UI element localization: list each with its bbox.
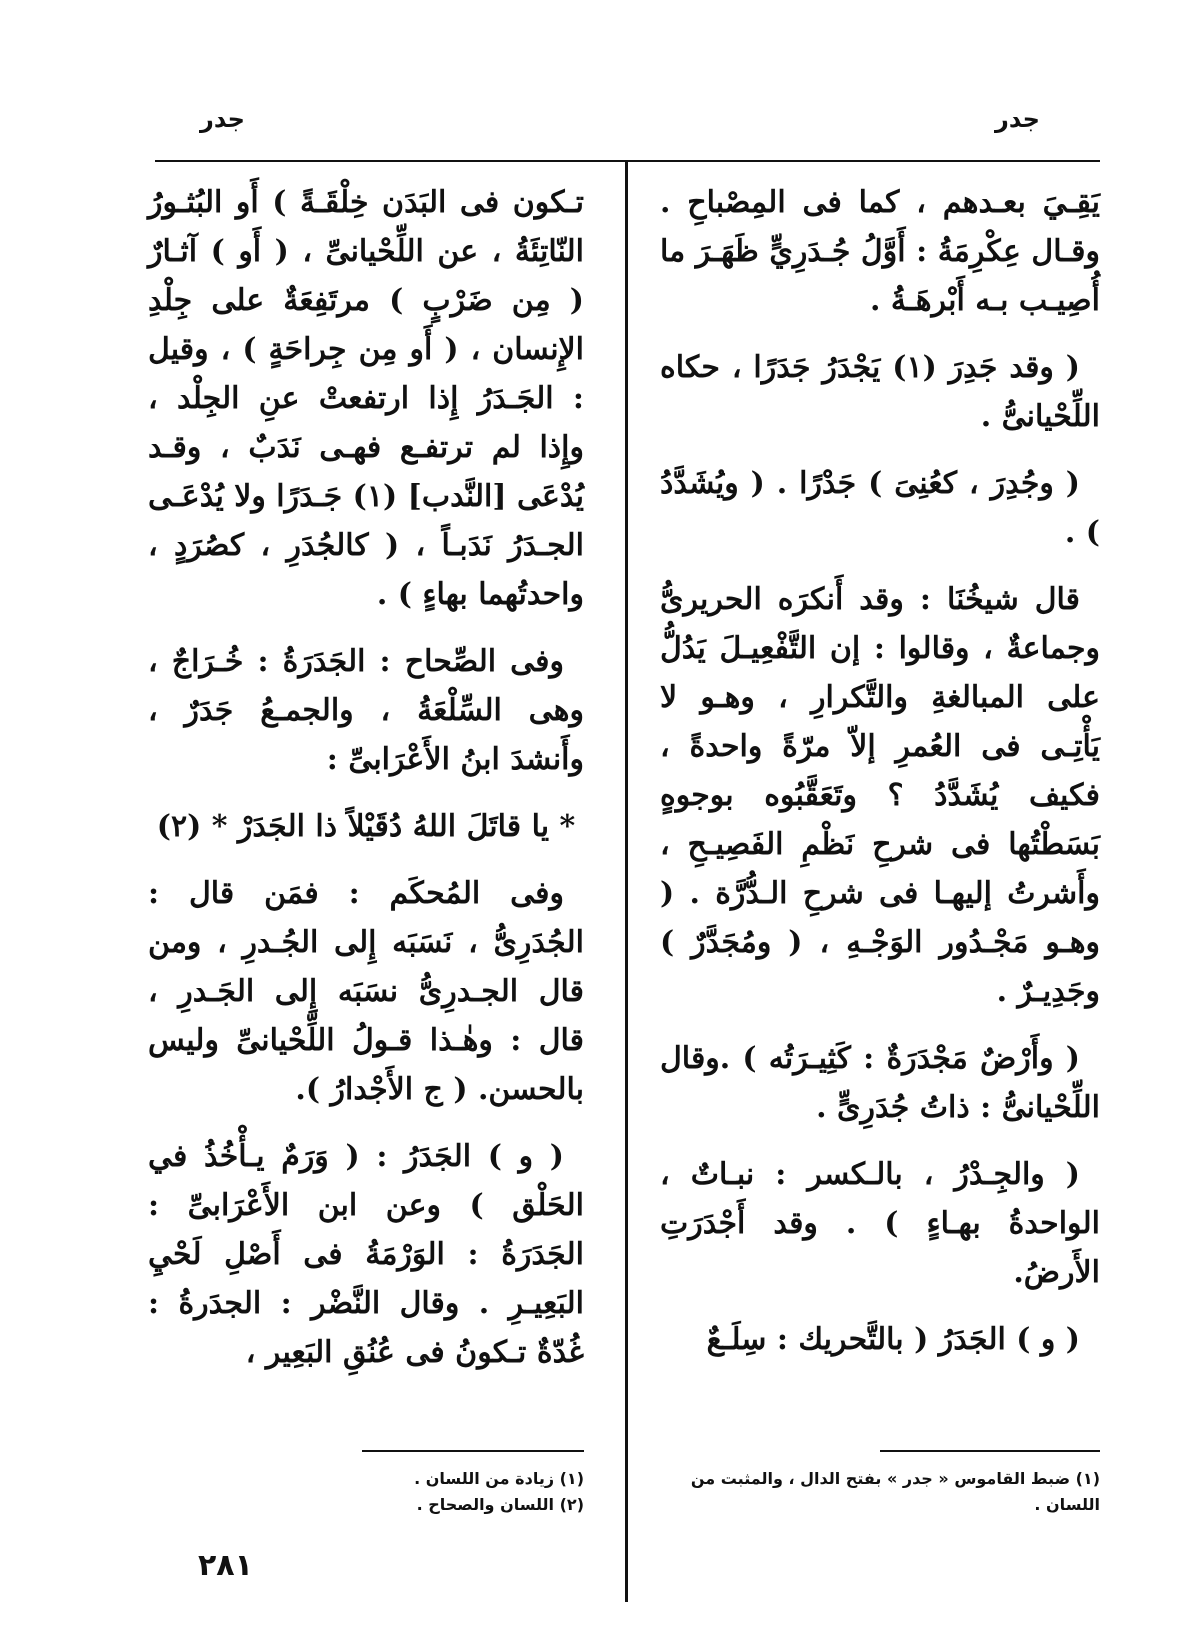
footnotes-right: [660, 1466, 1100, 1518]
left-paragraph: وفى المُحكَم : فمَن قال : الجُدَرِىُّ ، نَسَبَه إِلى الجُـدرِ ، ومن قال الجـدرِىُّ نسَبَه إِلى الجَـدرِ ، قال : وهٰـذا قـولُ اللِّحْيانىِّ وليس بالحسن. ( ج الأَجْدارُ ).: [148, 876, 584, 1107]
footnote-line: (١) زيادة من اللسان .: [414, 1469, 584, 1488]
right-paragraph: ( والجِـدْرُ ، بالـكسر : نبـاتٌ ، الواحدةُ بهـاءٍ ) . وقد أَجْدَرَتِ الأَرضُ.: [660, 1157, 1100, 1290]
right-paragraph: يَقِـيَ بعـدهم ، كما فى المِصْباحِ . وقـال عِكْرِمَةُ : أَوَّلُ جُـدَرِيٍّ ظَهَـرَ ما أُصِيـب بـه أَبْرهَـةُ .: [660, 185, 1100, 318]
footnotes-left: [362, 1466, 584, 1518]
footnote-line: (٢) اللسان والصحاح .: [416, 1495, 584, 1514]
right-paragraph: قال شيخُنَا : وقد أَنكرَه الحريرىُّ وجماعةٌ ، وقالوا : إن التَّفْعِيـلَ يَدُلُّ على المبالغةِ والتَّكرارِ ، وهـو لا يَأْتِـى فى العُمرِ إلاّ مرّةً واحدةً ، فكيف يُشَدَّدُ ؟ وتَعَقَّبُوه بوجوهٍ بَسَطْتُها فى شرحِ نَظْمِ الفَصِيـحِ ، وأَشرتُ إليهـا فى شرحِ الـدُّرَّة . ( وهـو مَجْـدُور الوَجْـهِ ، ( ومُجَدَّرٌ ) وجَدِيـرٌ .: [660, 582, 1100, 1009]
left-paragraph: تـكون فى البَدَن خِلْقَـةً ) أَو البُثـورُ النّاتِئَةُ ، عن اللِّحْيانىِّ ، ( أَو ) آثـارٌ ( مِن ضَرْبٍ ) مرتَفِعَةٌ على جِلْدِ الإِنسان ، ( أَو مِن جِراحَةٍ ) ، وقيل : الجَـدَرُ إِذا ارتفعتْ عنِ الجِلْد ، وإِذا لم ترتفـع فهـى نَدَبٌ ، وقـد يُدْعَى [النَّدب] (١) جَـدَرًا ولا يُدْعَـى الجـدَرُ نَدَبـاً ، ( كالجُدَرِ ، كصُرَدٍ ، واحدتُهما بهاءٍ ) .: [148, 185, 584, 612]
right-column: [660, 178, 1100, 1382]
footnote-line: (١) ضبط القاموس « جدر » بفتح الدال ، والمثبت من: [690, 1469, 1100, 1488]
left-column: [148, 178, 584, 1395]
left-paragraph: ( و ) الجَدَرُ : ( وَرَمٌ يـأْخُذُ في الحَلْق ) وعن ابن الأَعْرَابىِّ : الجَدَرَةُ : الوَرْمَةُ فى أَصْلِ لَحْيِ البَعِيـرِ . وقال النَّضْر : الجدَرةُ : غُدّةٌ تـكونُ فى عُنُقِ البَعِير ،: [148, 1139, 584, 1370]
header-right-word: جدر: [995, 105, 1040, 133]
right-paragraph: ( وأَرْضٌ مَجْدَرَةٌ : كَثِيـرَتُه ) .وقال اللِّحْيانىُّ : ذاتُ جُدَرِىٍّ .: [660, 1041, 1100, 1125]
column-divider: [625, 162, 628, 1602]
footnote-line: اللسان .: [1034, 1495, 1100, 1514]
right-paragraph: ( وقد جَدِرَ (١) يَجْدَرُ جَدَرًا ، حكاه اللِّحْيانىُّ .: [660, 350, 1100, 434]
verse-line: * يا قاتَلَ اللهُ دُقَيْلاً ذا الجَدَرْ * (٢): [156, 809, 576, 844]
right-paragraph: ( وجُدِرَ ، كعُنِىَ ) جَدْرًا . ( ويُشَدَّدُ ) .: [660, 466, 1100, 550]
left-paragraph: وفى الصِّحاح : الجَدَرَةُ : خُـرَاجٌ ، وهى السِّلْعَةُ ، والجمـعُ جَدَرٌ ، وأَنشدَ ابنُ الأَعْرَابىِّ :: [148, 644, 584, 777]
footnote-rule-right: [880, 1450, 1100, 1452]
footnote-rule-left: [362, 1450, 584, 1452]
page-number: ٢٨١: [198, 1548, 253, 1583]
right-paragraph: ( و ) الجَدَرُ ( بالتَّحريك : سِلَـعٌ: [706, 1322, 1080, 1357]
header-left-word: جدر: [200, 105, 245, 133]
